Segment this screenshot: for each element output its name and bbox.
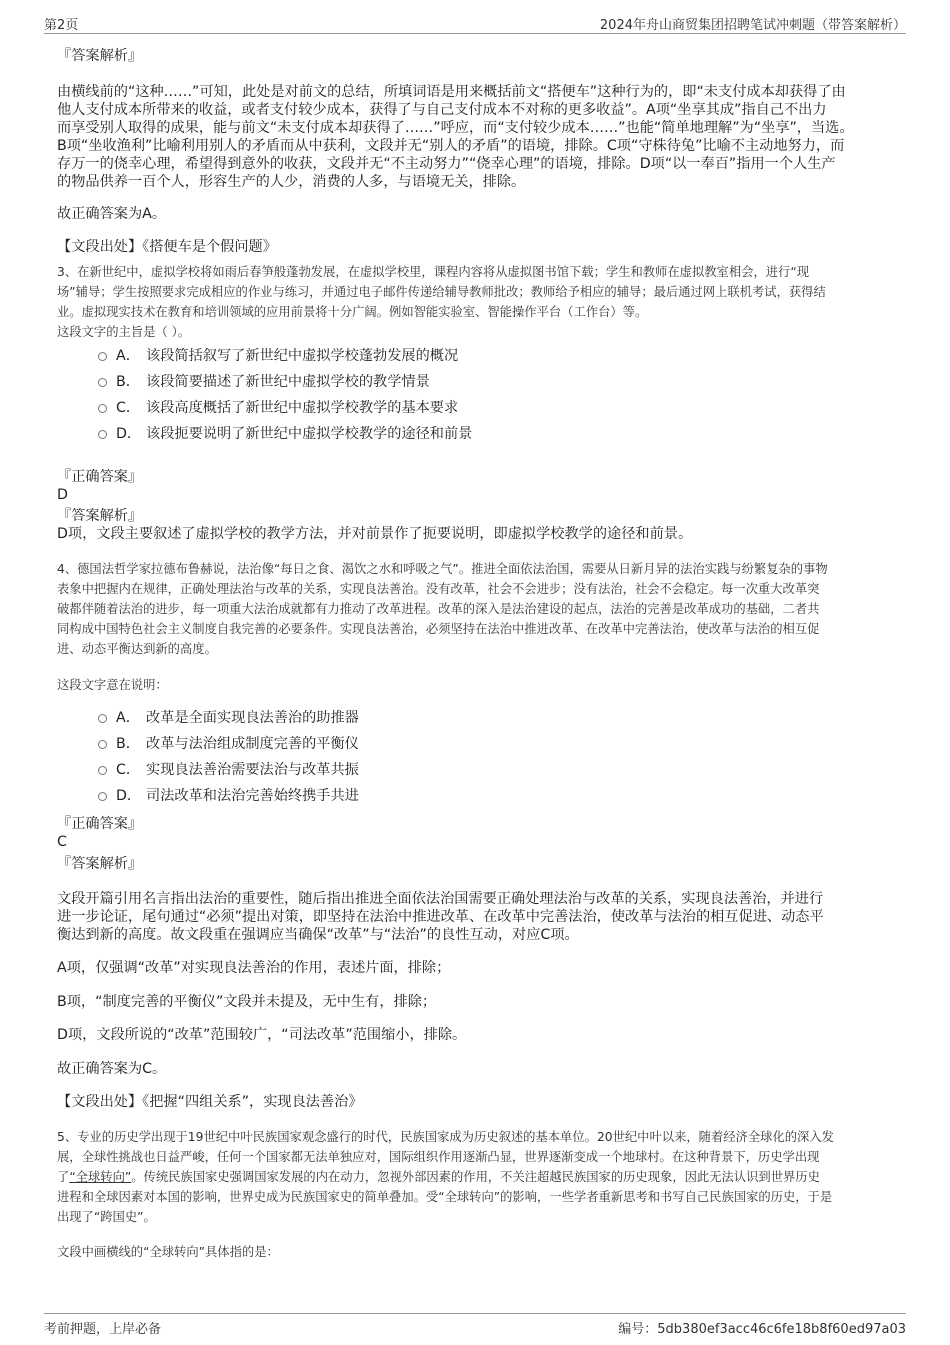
option-letter: D．	[116, 426, 142, 442]
radio-icon[interactable]	[98, 766, 107, 775]
page-number: 第2页	[44, 18, 79, 33]
option-text: 该段扼要说明了新世纪中虚拟学校教学的途径和前景	[146, 426, 473, 442]
footer-divider	[44, 1313, 906, 1314]
q4-option-a[interactable]	[98, 707, 359, 729]
q4-note-a: A项，仅强调“改革”对实现良法善治的作用，表述片面，排除；	[57, 960, 451, 976]
option-text: 该段简括叙写了新世纪中虚拟学校蓬勃发展的概况	[146, 348, 459, 364]
q2-analysis-line: 的物品供养一百个人，形容生产的人少，消费的人多，与语境无关，排除。	[57, 174, 526, 190]
q2-analysis-line: 他人支付成本所带来的收益，或者支付较少成本，获得了与自己支付成本不对称的更多收益”。A项“坐享其成”指自己不出力	[57, 102, 827, 118]
radio-icon[interactable]	[98, 404, 107, 413]
q4-note-b: B项，“制度完善的平衡仪”文段并未提及，无中生有，排除；	[57, 994, 437, 1010]
radio-icon[interactable]	[98, 352, 107, 361]
q3-answer: D	[57, 487, 68, 503]
q4-answer: C	[57, 834, 67, 850]
q5-question: 文段中画横线的“全球转向”具体指的是：	[57, 1245, 279, 1259]
q2-analysis-line: B项“坐收渔利”比喻利用别人的矛盾而从中获利，文段并无“别人的矛盾”的语境，排除。C项“守株待兔”比喻不主动地努力，而	[57, 138, 845, 154]
q5-stem-line: 出现了“跨国史”。	[57, 1210, 156, 1224]
q2-analysis-line: 由横线前的“这种……”可知，此处是对前文的总结，所填词语是用来概括前文“搭便车”这种行为的，即“未支付成本却获得了由	[57, 84, 846, 100]
q3-option-d[interactable]	[98, 423, 472, 445]
option-letter: C．	[116, 400, 141, 416]
q5-stem-line: 进程和全球因素对本国的影响，世界史成为民族国家史的简单叠加。受“全球转向”的影响，一些学者重新思考和书写自己民族国家的历史，于是	[57, 1190, 833, 1204]
q3-analysis-label: 『答案解析』	[57, 508, 143, 524]
q5-stem-line	[57, 1168, 897, 1188]
q4-stem-line: 表象中把握内在规律，正确处理法治与改革的关系，实现良法善治。没有改革，社会不会进步；没有法治，社会不会稳定。每一次重大改革突	[57, 582, 820, 596]
header-divider	[44, 33, 906, 34]
q4-question: 这段文字意在说明：	[57, 678, 168, 692]
option-letter: A．	[116, 710, 140, 726]
option-letter: C．	[116, 762, 141, 778]
radio-icon[interactable]	[98, 430, 107, 439]
q4-option-d[interactable]	[98, 785, 359, 807]
footer-slogan: 考前押题，上岸必备	[44, 1322, 162, 1337]
radio-icon[interactable]	[98, 714, 107, 723]
option-letter: B．	[116, 736, 140, 752]
q2-analysis-label: 『答案解析』	[57, 48, 143, 64]
q4-option-c[interactable]	[98, 759, 359, 781]
option-letter: A．	[116, 348, 140, 364]
q3-stem-line: 场”辅导；学生按照要求完成相应的作业与练习，并通过电子邮件传递给辅导教师批改；教师给予相应的辅导；最后通过网上联机考试，获得结	[57, 285, 826, 299]
document-title: 2024年舟山商贸集团招聘笔试冲刺题（带答案解析）	[599, 18, 906, 33]
radio-icon[interactable]	[98, 378, 107, 387]
option-text: 司法改革和法治完善始终携手共进	[146, 788, 359, 804]
option-text: 该段高度概括了新世纪中虚拟学校教学的基本要求	[146, 400, 459, 416]
q3-option-c[interactable]	[98, 397, 458, 419]
q5-text-suffix: 。传统民族国家史强调国家发展的内在动力，忽视外部因素的作用，不关注超越民族国家的历史现象，因此无法认识到世界历史	[131, 1170, 820, 1184]
q4-stem-line: 破都伴随着法治的进步，每一项重大法治成就都有力推动了改革进程。改革的深入是法治建设的起点，法治的完善是改革成功的基础，二者共	[57, 602, 820, 616]
q2-conclusion: 故正确答案为A。	[57, 206, 167, 222]
radio-icon[interactable]	[98, 792, 107, 801]
option-text: 实现良法善治需要法治与改革共振	[146, 762, 359, 778]
q4-conclusion: 故正确答案为C。	[57, 1061, 167, 1077]
q4-stem-line: 4、德国法哲学家拉德布鲁赫说，法治像“每日之食、渴饮之水和呼吸之气”。推进全面依法治国，需要从日新月异的法治实践与纷繁复杂的事物	[57, 562, 828, 576]
q2-analysis-line: 而享受别人取得的成果，能与前文“未支付成本却获得了……”呼应，而“支付较少成本……”也能“简单地理解”为“坐享”，当选。	[57, 120, 854, 136]
q5-stem-line: 5、专业的历史学出现于19世纪中叶民族国家观念盛行的时代，民族国家成为历史叙述的基本单位。20世纪中叶以来，随着经济全球化的深入发	[57, 1130, 834, 1144]
q5-underlined-term: “全球转向”	[69, 1170, 132, 1184]
q3-stem-line: 业。虚拟现实技术在教育和培训领域的应用前景将十分广阔。例如智能实验室、智能操作平台（工作台）等。	[57, 305, 648, 319]
option-letter: D．	[116, 788, 142, 804]
footer-code-label: 编号：	[618, 1322, 658, 1337]
q3-answer-label: 『正确答案』	[57, 469, 143, 485]
footer-code-value: 5db380ef3acc46c6fe18b8f60ed97a03	[657, 1322, 906, 1337]
q4-analysis-label: 『答案解析』	[57, 856, 143, 872]
q2-source: 【文段出处】《搭便车是个假问题》	[57, 239, 277, 255]
radio-icon[interactable]	[98, 740, 107, 749]
q2-analysis-line: 存万一的侥幸心理，希望得到意外的收获，文段并无“不主动努力”“侥幸心理”的语境，排除。D项“以一奉百”指用一个人生产	[57, 156, 836, 172]
q3-analysis: D项，文段主要叙述了虚拟学校的教学方法，并对前景作了扼要说明，即虚拟学校教学的途径和前景。	[57, 526, 693, 542]
q4-source: 【文段出处】《把握“四组关系”，实现良法善治》	[57, 1094, 363, 1110]
option-text: 改革是全面实现良法善治的助推器	[146, 710, 359, 726]
q4-answer-label: 『正确答案』	[57, 816, 143, 832]
footer-code	[618, 1318, 906, 1337]
q3-question: 这段文字的主旨是（ ）。	[57, 325, 191, 339]
option-text: 该段简要描述了新世纪中虚拟学校的教学情景	[146, 374, 430, 390]
q4-option-b[interactable]	[98, 733, 359, 755]
q3-option-b[interactable]	[98, 371, 430, 393]
q4-analysis-line: 衡达到新的高度。故文段重在强调应当确保“改革”与“法治”的良性互动，对应C项。	[57, 927, 579, 943]
option-text: 改革与法治组成制度完善的平衡仪	[146, 736, 359, 752]
q4-note-d: D项，文段所说的“改革”范围较广，“司法改革”范围缩小，排除。	[57, 1027, 467, 1043]
q4-analysis-line: 文段开篇引用名言指出法治的重要性，随后指出推进全面依法治国需要正确处理法治与改革的关系，实现良法善治，并进行	[57, 891, 824, 907]
q3-option-a[interactable]	[98, 345, 458, 367]
q5-stem-line: 展，全球性挑战也日益严峻，任何一个国家都无法单独应对，国际组织作用逐渐凸显，世界逐渐变成一个地球村。在这种背景下，历史学出现	[57, 1150, 820, 1164]
q5-text-prefix: 了	[57, 1170, 70, 1184]
q3-stem-line: 3、在新世纪中，虚拟学校将如雨后春笋般蓬勃发展，在虚拟学校里，课程内容将从虚拟图书馆下载；学生和教师在虚拟教室相会，进行“现	[57, 265, 810, 279]
q4-analysis-line: 进一步论证，尾句通过“必须”提出对策，即坚持在法治中推进改革、在改革中完善法治，使改革与法治的相互促进、动态平	[57, 909, 824, 925]
q4-stem-line: 同构成中国特色社会主义制度自我完善的必要条件。实现良法善治，必须坚持在法治中推进改革、在改革中完善法治，使改革与法治的相互促	[57, 622, 820, 636]
option-letter: B．	[116, 374, 140, 390]
q4-stem-line: 进、动态平衡达到新的高度。	[57, 642, 217, 656]
